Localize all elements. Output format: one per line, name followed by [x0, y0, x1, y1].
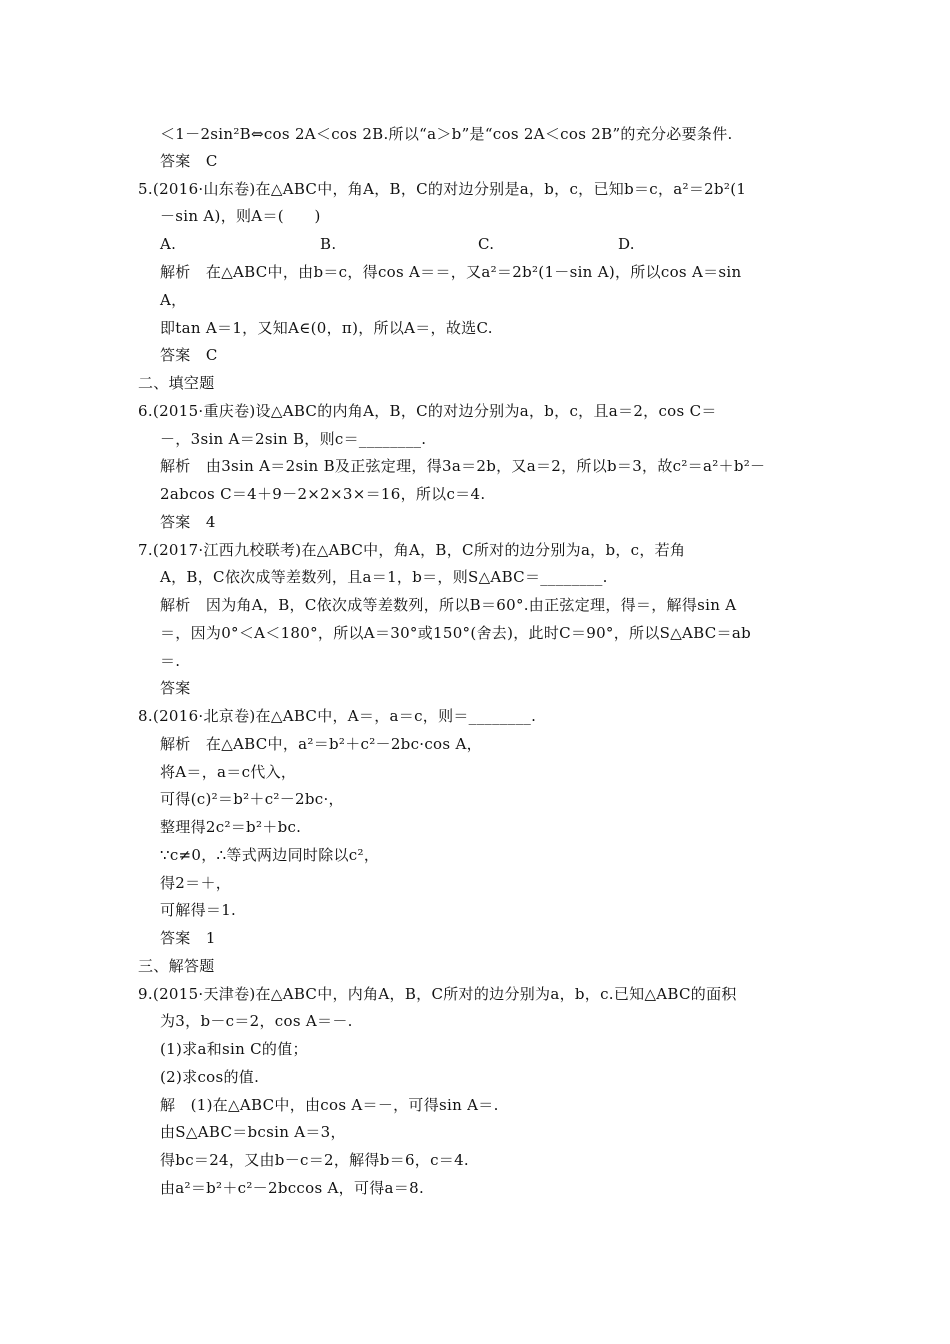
text-line: ＝. — [160, 652, 181, 670]
text-line: 得bc＝24，又由b－c＝2，解得b＝6，c＝4. — [160, 1151, 469, 1169]
text-line: －，3sin A＝2sin B，则c＝________. — [160, 430, 427, 448]
question-9: 9.(2015·天津卷)在△ABC中，内角A，B，C所对的边分别为a，b，c.已知△ABC的面积 — [138, 985, 737, 1003]
analysis-line: 解析 在△ABC中，a²＝b²＋c²－2bc·cos A， — [160, 735, 482, 753]
text-line: 得2＝＋， — [160, 874, 232, 892]
question-7: 7.(2017·江西九校联考)在△ABC中，角A，B，C所对的边分别为a，b，c，若角 — [138, 541, 686, 559]
analysis-line: 解析 在△ABC中，由b＝c，得cos A＝＝，又a²＝2b²(1－sin A)，所以cos A＝sin — [160, 263, 742, 281]
question-8: 8.(2016·北京卷)在△ABC中，A＝，a＝c，则＝________. — [138, 707, 537, 725]
option-d: D. — [618, 235, 635, 253]
text-line: A， — [160, 291, 187, 309]
answer-line: 答案 C — [160, 152, 218, 170]
answer-line: 答案 — [160, 679, 191, 697]
analysis-line: 解析 因为角A，B，C依次成等差数列，所以B＝60°.由正弦定理，得＝，解得sin A — [160, 596, 737, 614]
text-line: 可得(c)²＝b²＋c²－2bc·， — [160, 790, 344, 808]
question-5: 5.(2016·山东卷)在△ABC中，角A，B，C的对边分别是a，b，c，已知b＝c，a²＝2b²(1 — [138, 180, 747, 198]
subquestion-2: (2)求cos的值. — [160, 1068, 260, 1086]
option-c: C. — [478, 235, 495, 253]
text-line: 2abcos C＝4＋9－2×2×3×＝16，所以c＝4. — [160, 485, 486, 503]
text-line: ＜1－2sin²B⇔cos 2A＜cos 2B.所以“a＞b”是“cos 2A＜cos 2B”的充分必要条件. — [160, 125, 733, 143]
solution-line: 解 (1)在△ABC中，由cos A＝－，可得sin A＝. — [160, 1096, 499, 1114]
analysis-line: 解析 由3sin A＝2sin B及正弦定理，得3a＝2b，又a＝2，所以b＝3，故c²＝a²＋b²－ — [160, 457, 766, 475]
text-line: 可解得＝1. — [160, 901, 237, 919]
text-line: 整理得2c²＝b²＋bc. — [160, 818, 302, 836]
answer-line: 答案 1 — [160, 929, 216, 947]
answer-line: 答案 4 — [160, 513, 216, 531]
subquestion-1: (1)求a和sin C的值； — [160, 1040, 308, 1058]
section-heading: 二、填空题 — [138, 374, 215, 392]
text-line: －sin A)，则A＝( ) — [160, 207, 321, 225]
option-b: B. — [320, 235, 337, 253]
text-line: ＝，因为0°＜A＜180°，所以A＝30°或150°(舍去)，此时C＝90°，所以S△ABC＝ab — [160, 624, 751, 642]
question-6: 6.(2015·重庆卷)设△ABC的内角A，B，C的对边分别为a，b，c，且a＝2，cos C＝ — [138, 402, 717, 420]
text-line: 将A＝，a＝c代入， — [160, 763, 297, 781]
answer-line: 答案 C — [160, 346, 218, 364]
text-line: 由S△ABC＝bcsin A＝3， — [160, 1123, 346, 1141]
text-line: 由a²＝b²＋c²－2bccos A，可得a＝8. — [160, 1179, 425, 1197]
text-line: A，B，C依次成等差数列，且a＝1，b＝，则S△ABC＝________. — [160, 568, 608, 586]
section-heading: 三、解答题 — [138, 957, 215, 975]
option-a: A. — [160, 235, 177, 253]
text-line: ∵c≠0，∴等式两边同时除以c²， — [160, 846, 380, 864]
text-line: 即tan A＝1，又知A∈(0，π)，所以A＝，故选C. — [160, 319, 493, 337]
text-line: 为3，b－c＝2，cos A＝－. — [160, 1012, 353, 1030]
